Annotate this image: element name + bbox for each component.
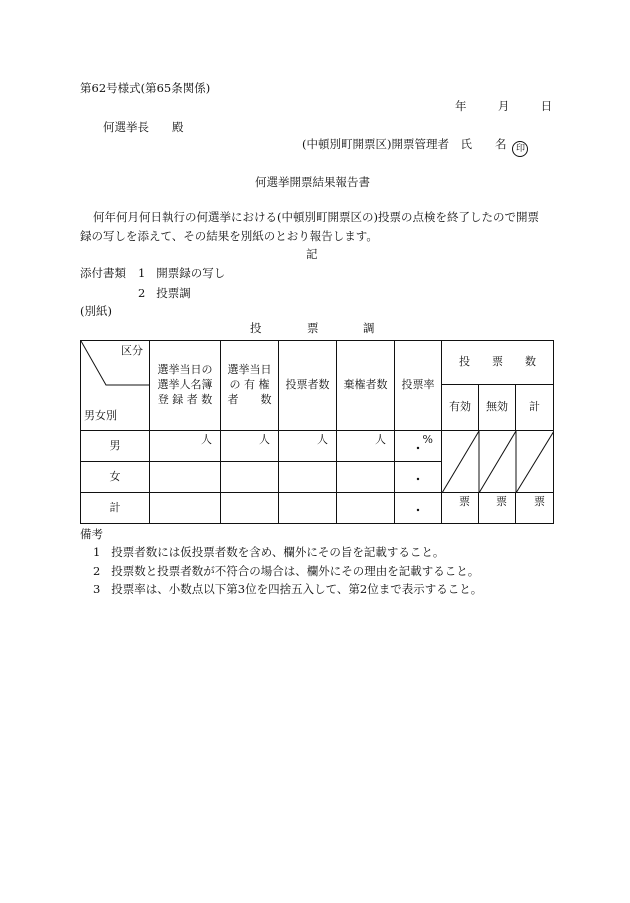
remarks-label: 備考 <box>80 527 103 541</box>
cell-abstain-male <box>337 431 395 462</box>
decimal-point: ・ <box>412 442 424 456</box>
header-total: 計 <box>516 385 554 431</box>
sender: (中頓別町開票区)開票管理者 氏 名 <box>302 137 507 151</box>
cell-voters-male <box>279 431 337 462</box>
category-header <box>81 341 150 431</box>
remark-text: 投票率は、小数点以下第3位を四捨五入して、第2位まで表示すること。 <box>111 582 483 596</box>
cell-registered-total <box>150 493 221 524</box>
attachment-number: 1 <box>138 266 146 280</box>
header-eligible <box>221 341 279 431</box>
cell-rate-male <box>395 431 442 462</box>
date-day: 日 <box>540 99 553 113</box>
attachment-text: 開票録の写し <box>156 266 226 280</box>
remark-number: 3 <box>93 582 101 596</box>
cell-total-total <box>516 493 554 524</box>
unit-person: 人 <box>201 433 212 446</box>
header-invalid: 無効 <box>479 385 516 431</box>
cell-eligible-total <box>221 493 279 524</box>
decimal-point: ・ <box>412 504 424 518</box>
decimal-point: ・ <box>412 473 424 487</box>
attachment-item <box>138 288 191 300</box>
cell-valid-total <box>442 493 479 524</box>
header-abstain: 棄権者数 <box>337 341 395 431</box>
unit-person: 人 <box>375 433 386 446</box>
remark-item <box>93 584 482 596</box>
cell-registered-female <box>150 462 221 493</box>
cell-abstain-female <box>337 462 395 493</box>
remark-number: 2 <box>93 563 101 578</box>
cell-eligible-male <box>221 431 279 462</box>
ki-label: 記 <box>306 247 318 261</box>
form-number: 第62号様式(第65条関係) <box>80 81 211 95</box>
cell-voters-total <box>279 493 337 524</box>
unit-person: 人 <box>259 433 270 446</box>
cell-abstain-total <box>337 493 395 524</box>
row-female-label: 女 <box>81 462 150 493</box>
attachment-number: 2 <box>138 286 146 300</box>
table-title-2: 票 <box>307 321 319 335</box>
remarks-list <box>93 547 482 603</box>
header-votes: 投 票 数 <box>442 341 554 385</box>
gender-label: 男女別 <box>84 409 117 423</box>
vote-table <box>80 340 554 524</box>
unit-vote: 票 <box>459 495 470 508</box>
date-line <box>455 101 552 113</box>
header-rate: 投票率 <box>395 341 442 431</box>
table-title-3: 調 <box>363 321 375 335</box>
date-month: 月 <box>497 99 510 113</box>
header-voters: 投票者数 <box>279 341 337 431</box>
cell-registered-male <box>150 431 221 462</box>
date-year: 年 <box>455 99 467 113</box>
appendix-label: (別紙) <box>80 304 112 318</box>
cell-voters-female <box>279 462 337 493</box>
header-line: 選挙当日の <box>157 363 213 377</box>
category-label: 区分 <box>121 344 143 357</box>
cell-invalid-total <box>479 493 516 524</box>
row-total-label: 計 <box>81 493 150 524</box>
remark-text: 投票数と投票者数が不符合の場合は、欄外にその理由を記載すること。 <box>111 563 480 578</box>
votes-blank-area <box>442 431 554 493</box>
header-registered <box>150 341 221 431</box>
remark-item <box>93 547 482 559</box>
row-male-label: 男 <box>81 431 150 462</box>
attachment-item <box>138 268 225 280</box>
unit-vote: 票 <box>496 495 507 508</box>
remark-item <box>93 563 482 578</box>
header-line: 者 数 <box>227 392 272 406</box>
cell-rate-total <box>395 493 442 524</box>
sender-line <box>302 139 528 157</box>
header-line: 登 録 者 数 <box>157 392 213 406</box>
header-line: 選挙人名簿 <box>157 378 213 392</box>
cell-rate-female <box>395 462 442 493</box>
header-line: の 有 権 <box>229 378 270 392</box>
header-line: 選挙当日 <box>227 363 272 377</box>
seal-mark: 印 <box>512 141 528 157</box>
attachment-text: 投票調 <box>156 286 191 300</box>
addressee: 何選挙長 殿 <box>103 120 184 134</box>
attachments-label: 添付書類 <box>80 266 126 280</box>
remark-number: 1 <box>93 545 101 559</box>
cell-eligible-female <box>221 462 279 493</box>
header-valid: 有効 <box>442 385 479 431</box>
body-line-2: 録の写しを添えて、その結果を別紙のとおり報告します。 <box>80 229 378 243</box>
unit-vote: 票 <box>534 495 545 508</box>
unit-person: 人 <box>317 433 328 446</box>
document-title: 何選挙開票結果報告書 <box>255 175 370 189</box>
remark-text: 投票者数には仮投票者数を含め、欄外にその旨を記載すること。 <box>111 545 445 559</box>
body-line-1: 何年何月何日執行の何選挙における(中頓別町開票区の)投票の点検を終了したので開票 <box>93 210 539 224</box>
strike-lines <box>442 431 554 493</box>
unit-percent: % <box>422 433 433 446</box>
table-title-1: 投 <box>250 321 262 335</box>
